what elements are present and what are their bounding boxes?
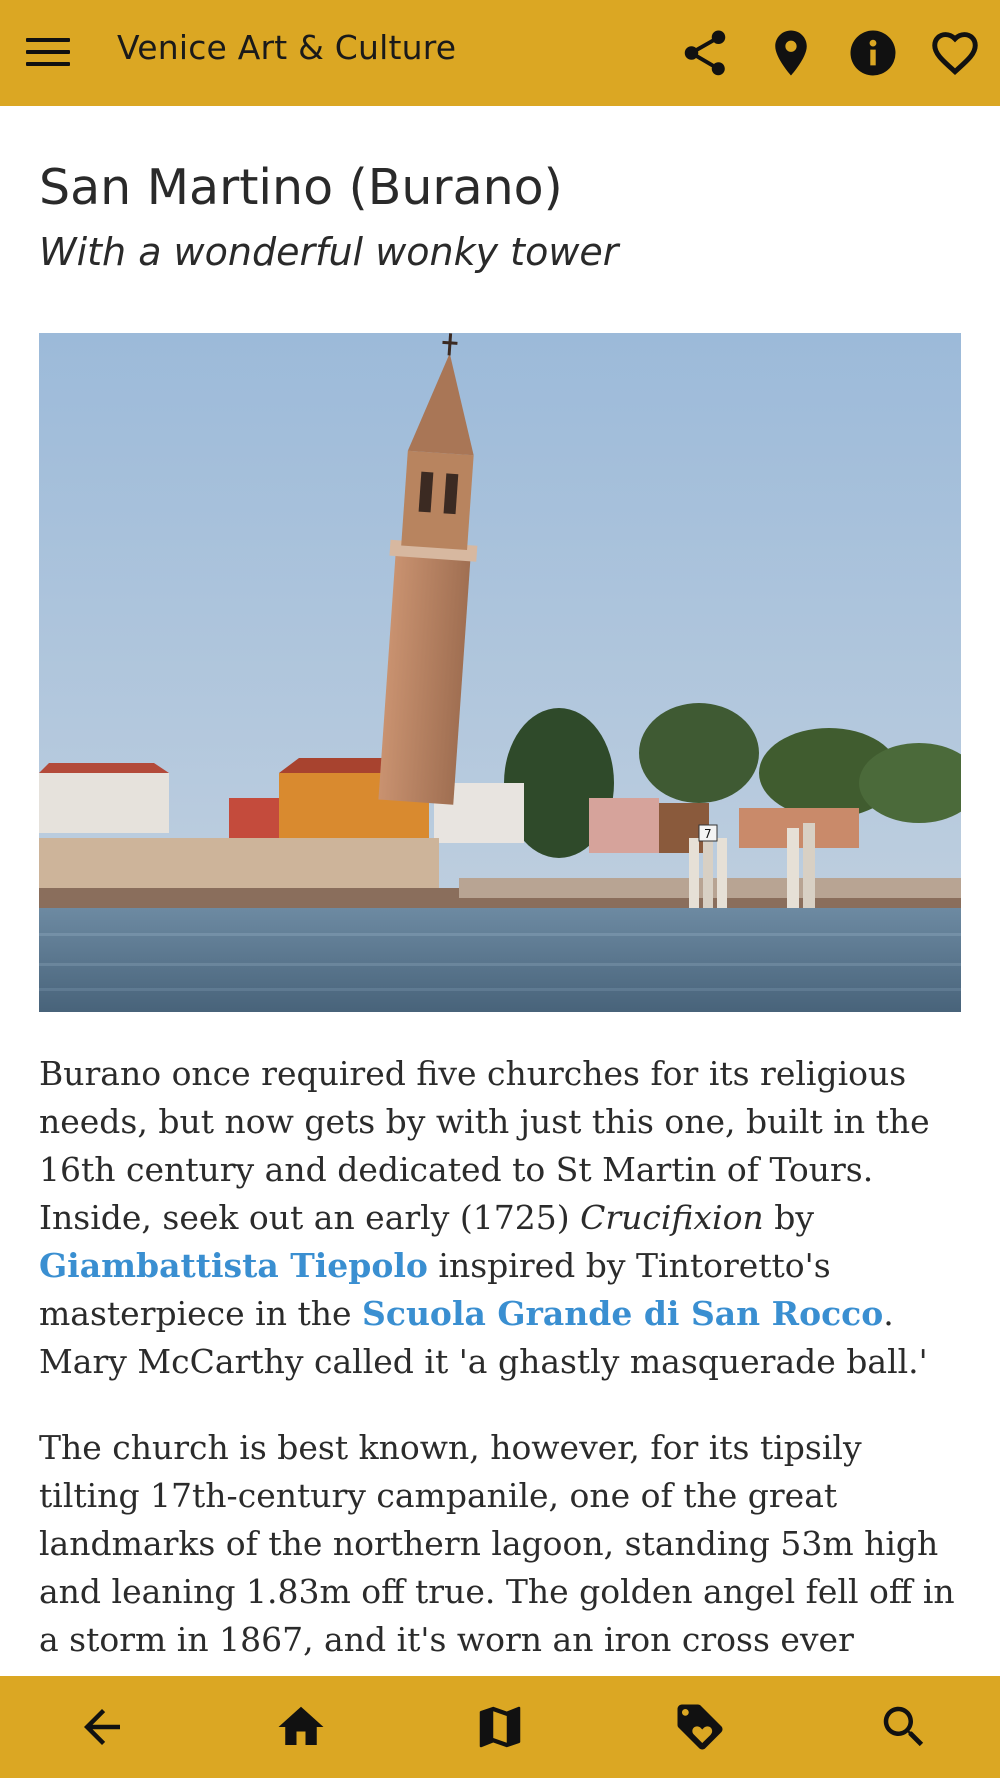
back-arrow-icon[interactable] [75,1700,129,1754]
church-photo [39,333,961,1012]
menu-icon[interactable] [24,30,72,76]
page-title: San Martino (Burano) [39,159,563,216]
piling-sign-number: 7 [704,827,712,841]
tag-icon[interactable] [673,1700,727,1754]
top-app-bar [0,0,1000,106]
paragraph-2: The church is best known, however, for its tipsily tilting 17th-century campanile, one of the great landmarks of the northern lagoon, standing 53m high and leaning 1.83m off true. The golden angel fell off in a storm in 1867, and it's worn an iron cross ever [39,1428,955,1659]
paragraph-1: Burano once required five churches for its religious needs, but now gets by with just this one, built in the 16th century and dedicated to St Martin of Tours. Inside, seek out an early (1725) Crucifixion by Giambattista Tiepolo inspired by Tintoretto's masterpiece in the Scuola Grande di San Rocco. Mary McCarthy called it 'a ghastly masquerade ball.' [39,1054,930,1381]
info-icon[interactable] [846,26,900,80]
app-title: Venice Art & Culture [117,28,457,67]
page-subtitle: With a wonderful wonky tower [39,230,619,275]
share-icon[interactable] [678,26,732,80]
search-icon[interactable] [877,1700,931,1754]
link-scuola-grande-di-san-rocco[interactable]: Scuola Grande di San Rocco [362,1294,884,1333]
artwork-title: Crucifixion [580,1198,764,1237]
home-icon[interactable] [274,1700,328,1754]
article-header [39,106,961,276]
map-icon[interactable] [473,1700,527,1754]
bottom-nav-bar [0,1676,1000,1778]
heart-icon[interactable] [928,26,982,80]
article-body [39,1050,969,1702]
map-pin-icon[interactable] [764,26,818,80]
link-giambattista-tiepolo[interactable]: Giambattista Tiepolo [39,1246,428,1285]
